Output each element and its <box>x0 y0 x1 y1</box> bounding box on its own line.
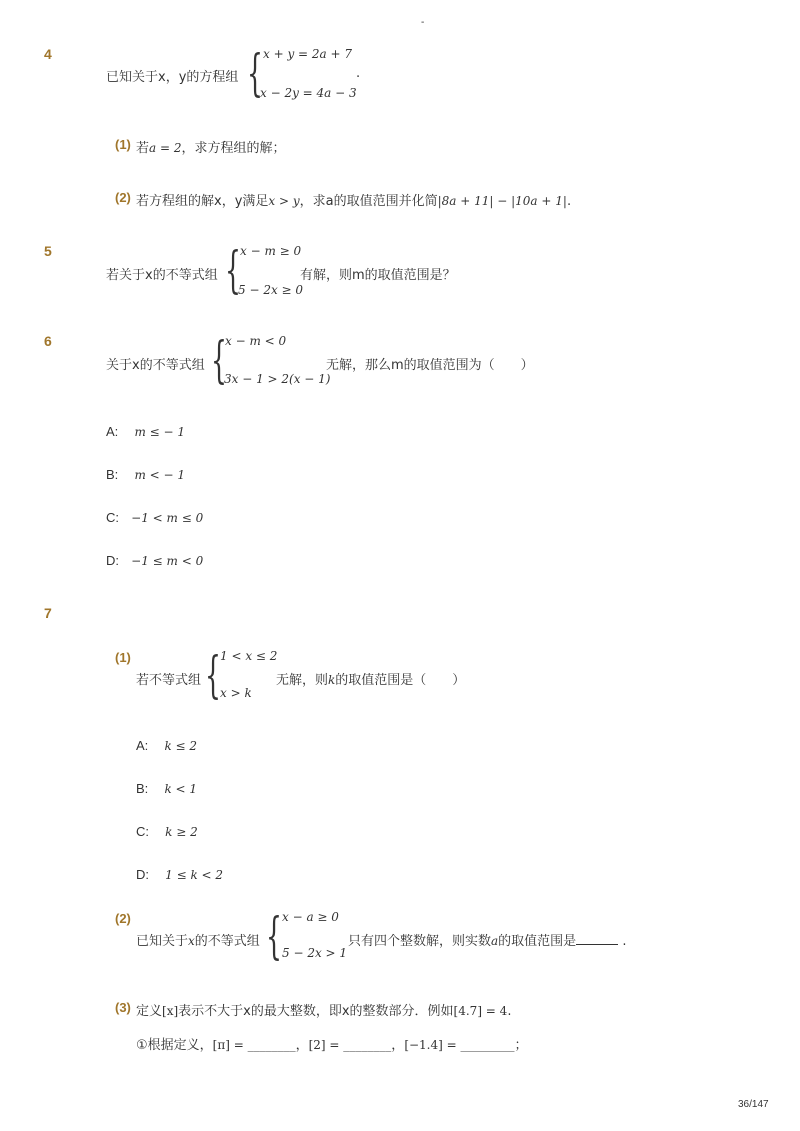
q7-part3-blank-neg[interactable]: [−1.4] = _________ <box>404 1038 515 1052</box>
question-number-5: 5 <box>44 243 52 259</box>
q7-part2-tail-a: 只有四个整数解，则实数 <box>348 934 492 949</box>
option-math: −1 < m ≤ 0 <box>131 511 204 525</box>
q4-part1-math: a = 2 <box>149 141 182 155</box>
q7-part3-line2-a: ①根据定义， <box>136 1038 213 1053</box>
page-number: 36/147 <box>738 1099 769 1110</box>
question-number-6: 6 <box>44 333 52 349</box>
q7-option-b[interactable] <box>136 781 197 797</box>
option-label: D: <box>136 867 149 882</box>
q7-part2-tail-c: . <box>622 934 627 949</box>
q4-part1-text <box>136 137 286 156</box>
q7-part2-tail-b: 的取值范围是 <box>498 934 577 949</box>
q4-eq1: x + y = 2a + 7 <box>263 47 353 61</box>
option-label: A: <box>106 424 119 439</box>
q7-part2-blank[interactable] <box>576 932 618 945</box>
q7-part1-tail <box>276 669 465 688</box>
q7-part2-label: (2) <box>115 911 131 926</box>
option-math: −1 ≤ m < 0 <box>131 554 204 568</box>
option-math: 1 ≤ k < 2 <box>165 868 224 882</box>
option-math: k < 1 <box>164 782 198 796</box>
q7-option-d[interactable] <box>136 867 223 883</box>
q7-part3-blank-pi[interactable]: [π] = ________ <box>212 1038 296 1052</box>
question-number-4: 4 <box>44 46 52 62</box>
q7-part3-b: 表示不大于x的最大整数，即x的整数部分．例如 <box>178 1004 454 1019</box>
q6-tail: 无解，那么m的取值范围为（ ） <box>326 358 534 373</box>
q7-part2-ineq2: 5 − 2x > 1 <box>282 946 348 960</box>
q4-eq2: x − 2y = 4a − 3 <box>260 86 357 100</box>
q4-part1-label: (1) <box>115 137 131 152</box>
q4-part1-b: ，求方程组的解； <box>181 141 286 156</box>
q7-part3-sep2: ， <box>391 1038 405 1053</box>
q7-option-c[interactable] <box>136 824 198 840</box>
q5-intro: 若关于x的不等式组 <box>106 268 218 283</box>
q4-part2-label: (2) <box>115 190 131 205</box>
q5-ineq1: x − m ≥ 0 <box>240 244 302 258</box>
q7-part2-ineq1: x − a ≥ 0 <box>282 910 339 924</box>
q7-part2-brace: { <box>266 907 282 965</box>
option-label: A: <box>136 738 149 753</box>
question-number-7: 7 <box>44 605 52 621</box>
q5-ineq2: 5 − 2x ≥ 0 <box>238 283 304 297</box>
q7-part1-brace: { <box>205 646 221 704</box>
q7-part3-a: 定义 <box>136 1004 163 1019</box>
q7-part1-label: (1) <box>115 650 131 665</box>
q6-option-a[interactable] <box>106 424 185 440</box>
q6-option-d[interactable] <box>106 553 203 569</box>
q7-part2-tail <box>348 930 626 949</box>
q7-part2-intro <box>136 930 260 949</box>
q7-part3-c: . <box>507 1004 512 1019</box>
q7-part3-math2: [4.7] = 4 <box>453 1004 508 1018</box>
option-label: C: <box>106 510 119 525</box>
q7-part3-end: ； <box>514 1038 528 1053</box>
q7-part1-tail-k: k <box>328 673 336 687</box>
q6-option-b[interactable] <box>106 467 185 483</box>
q6-ineq1: x − m < 0 <box>225 334 287 348</box>
q7-option-a[interactable] <box>136 738 197 754</box>
q7-part2-intro-b: 的不等式组 <box>194 934 260 949</box>
q7-part2-intro-x: x <box>188 934 195 948</box>
header-mark: - <box>421 17 425 28</box>
q6-brace: { <box>211 331 227 389</box>
q4-part2-b: ，求a的取值范围并化简 <box>299 194 438 209</box>
option-label: C: <box>136 824 149 839</box>
q7-part3-math1: [x] <box>162 1004 179 1018</box>
q4-tail: . <box>356 66 361 81</box>
q4-brace: { <box>247 44 263 102</box>
q7-part3-sep1: ， <box>295 1038 309 1053</box>
q7-part1-ineq1: 1 < x ≤ 2 <box>220 649 278 663</box>
option-label: D: <box>106 553 119 568</box>
option-math: m ≤ − 1 <box>134 425 186 439</box>
option-label: B: <box>136 781 149 796</box>
q4-part2-text <box>136 190 571 209</box>
q7-part1-tail-a: 无解，则 <box>276 673 329 688</box>
q7-part3-line1 <box>136 1000 511 1019</box>
option-math: m < − 1 <box>134 468 186 482</box>
option-math: k ≤ 2 <box>164 739 198 753</box>
q6-ineq2: 3x − 1 > 2(x − 1) <box>224 372 331 386</box>
q5-tail: 有解，则m的取值范围是？ <box>300 268 456 283</box>
q7-part1-ineq2: x > k <box>220 686 252 700</box>
q7-part2-tail-var: a <box>491 934 499 948</box>
q7-part3-label: (3) <box>115 1000 131 1015</box>
q7-part3-blank-2[interactable]: [2] = ________ <box>308 1038 392 1052</box>
q4-part2-math1: x > y <box>268 194 300 208</box>
q4-intro: 已知关于x，y的方程组 <box>106 70 239 85</box>
q4-part2-c: . <box>566 194 572 209</box>
q7-part3-line2 <box>136 1034 528 1053</box>
q7-part1-tail-b: 的取值范围是（ ） <box>335 673 466 688</box>
q4-part1-a: 若 <box>136 141 150 156</box>
q6-option-c[interactable] <box>106 510 203 526</box>
q7-part2-intro-a: 已知关于 <box>136 934 189 949</box>
option-math: k ≥ 2 <box>165 825 198 839</box>
q6-intro: 关于x的不等式组 <box>106 358 205 373</box>
q5-brace: { <box>225 241 241 299</box>
option-label: B: <box>106 467 119 482</box>
q7-part1-intro: 若不等式组 <box>136 673 202 688</box>
q4-part2-a: 若方程组的解x，y满足 <box>136 194 269 209</box>
q4-part2-math2: |8a + 11| − |10a + 1| <box>437 194 567 208</box>
